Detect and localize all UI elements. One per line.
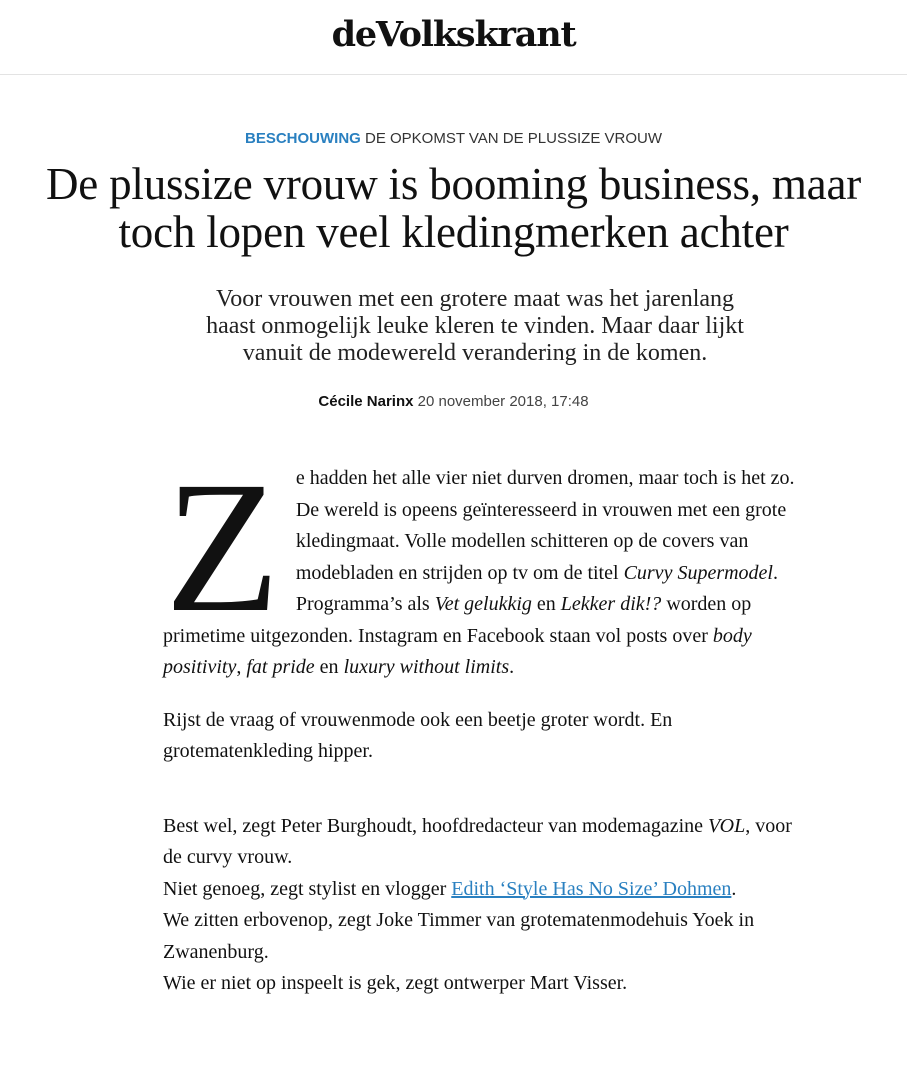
- paragraph-1: [163, 442, 803, 684]
- headline-line-1: De plussize vrouw is booming business, maar: [45, 159, 862, 209]
- lead-line-1: Voor vrouwen met een grotere maat was het jarenlang: [215, 286, 735, 312]
- p1-text-d: worden op primetime uitgezonden. Instagram en Facebook staan vol posts over: [163, 593, 752, 647]
- article-byline: [0, 393, 907, 410]
- p3-line-2-b: .: [731, 877, 737, 900]
- site-logo[interactable]: deVolkskrant: [331, 13, 576, 55]
- lead-line-2: haast onmogelijk leuke kleren te vinden. Maar daar lijkt: [206, 313, 744, 339]
- p3-line-2-a: Niet genoeg, zegt stylist en vlogger: [163, 877, 452, 900]
- headline-line-2: toch lopen veel kledingmerken achter: [118, 207, 789, 257]
- p1-italic-luxury: luxury without limits: [343, 656, 510, 678]
- p1-text-a: e hadden het alle vier niet durven dromen, maar toch is het zo. De wereld is opeens geïnteresseerd in vrouwen met een grote kledingmaat. Volle modellen schitteren op de covers van modebladen en strijden op tv om de titel: [295, 467, 795, 584]
- p1-italic-vet-gelukkig: Vet gelukkig: [434, 593, 532, 615]
- p1-italic-fat-pride: fat pride: [246, 656, 315, 678]
- paragraph-2: Rijst de vraag of vrouwenmode ook een beetje groter wordt. En grotematenkleding hipper.: [163, 708, 673, 762]
- p1-text-e: ,: [236, 656, 247, 678]
- p1-text-f: en: [314, 656, 344, 678]
- p3-italic-vol: VOL: [708, 814, 746, 837]
- author-name[interactable]: Cécile Narinx: [318, 393, 414, 410]
- p1-text-c: en: [531, 593, 561, 615]
- p1-text-g: .: [509, 656, 515, 678]
- masthead: [0, 0, 907, 75]
- article-kicker: [0, 130, 907, 147]
- lead-line-3: vanuit de modewereld verandering in de komen.: [242, 340, 708, 366]
- edith-dohmen-link[interactable]: Edith ‘Style Has No Size’ Dohmen: [451, 877, 732, 900]
- article-headline: [0, 160, 907, 256]
- publish-date: 20 november 2018, 17:48: [413, 393, 589, 410]
- article-body: [163, 442, 803, 1000]
- p3-line-1-b: , voor de curvy vrouw.: [163, 814, 792, 868]
- paragraph-3: [163, 811, 803, 1000]
- kicker-series: DE OPKOMST VAN DE PLUSSIZE VROUW: [360, 130, 662, 147]
- p1-italic-body-positivity: body positivity: [163, 624, 752, 678]
- article-lead: [150, 286, 800, 367]
- p3-line-1-a: Best wel, zegt Peter Burghoudt, hoofdredacteur van modemagazine: [163, 814, 709, 837]
- kicker-section-link[interactable]: BESCHOUWING: [244, 130, 361, 147]
- p3-line-4: Wie er niet op inspeelt is gek, zegt ontwerper Mart Visser.: [163, 972, 628, 994]
- drop-cap: Z: [165, 442, 280, 651]
- p1-italic-curvy-supermodel: Curvy Supermodel: [623, 561, 773, 584]
- p1-italic-lekker-dik: Lekker dik!?: [560, 593, 662, 615]
- p1-text-b: . Programma’s als: [295, 561, 778, 615]
- p3-line-3: We zitten erbovenop, zegt Joke Timmer van grotematenmodehuis Yoek in Zwanenburg.: [163, 909, 755, 963]
